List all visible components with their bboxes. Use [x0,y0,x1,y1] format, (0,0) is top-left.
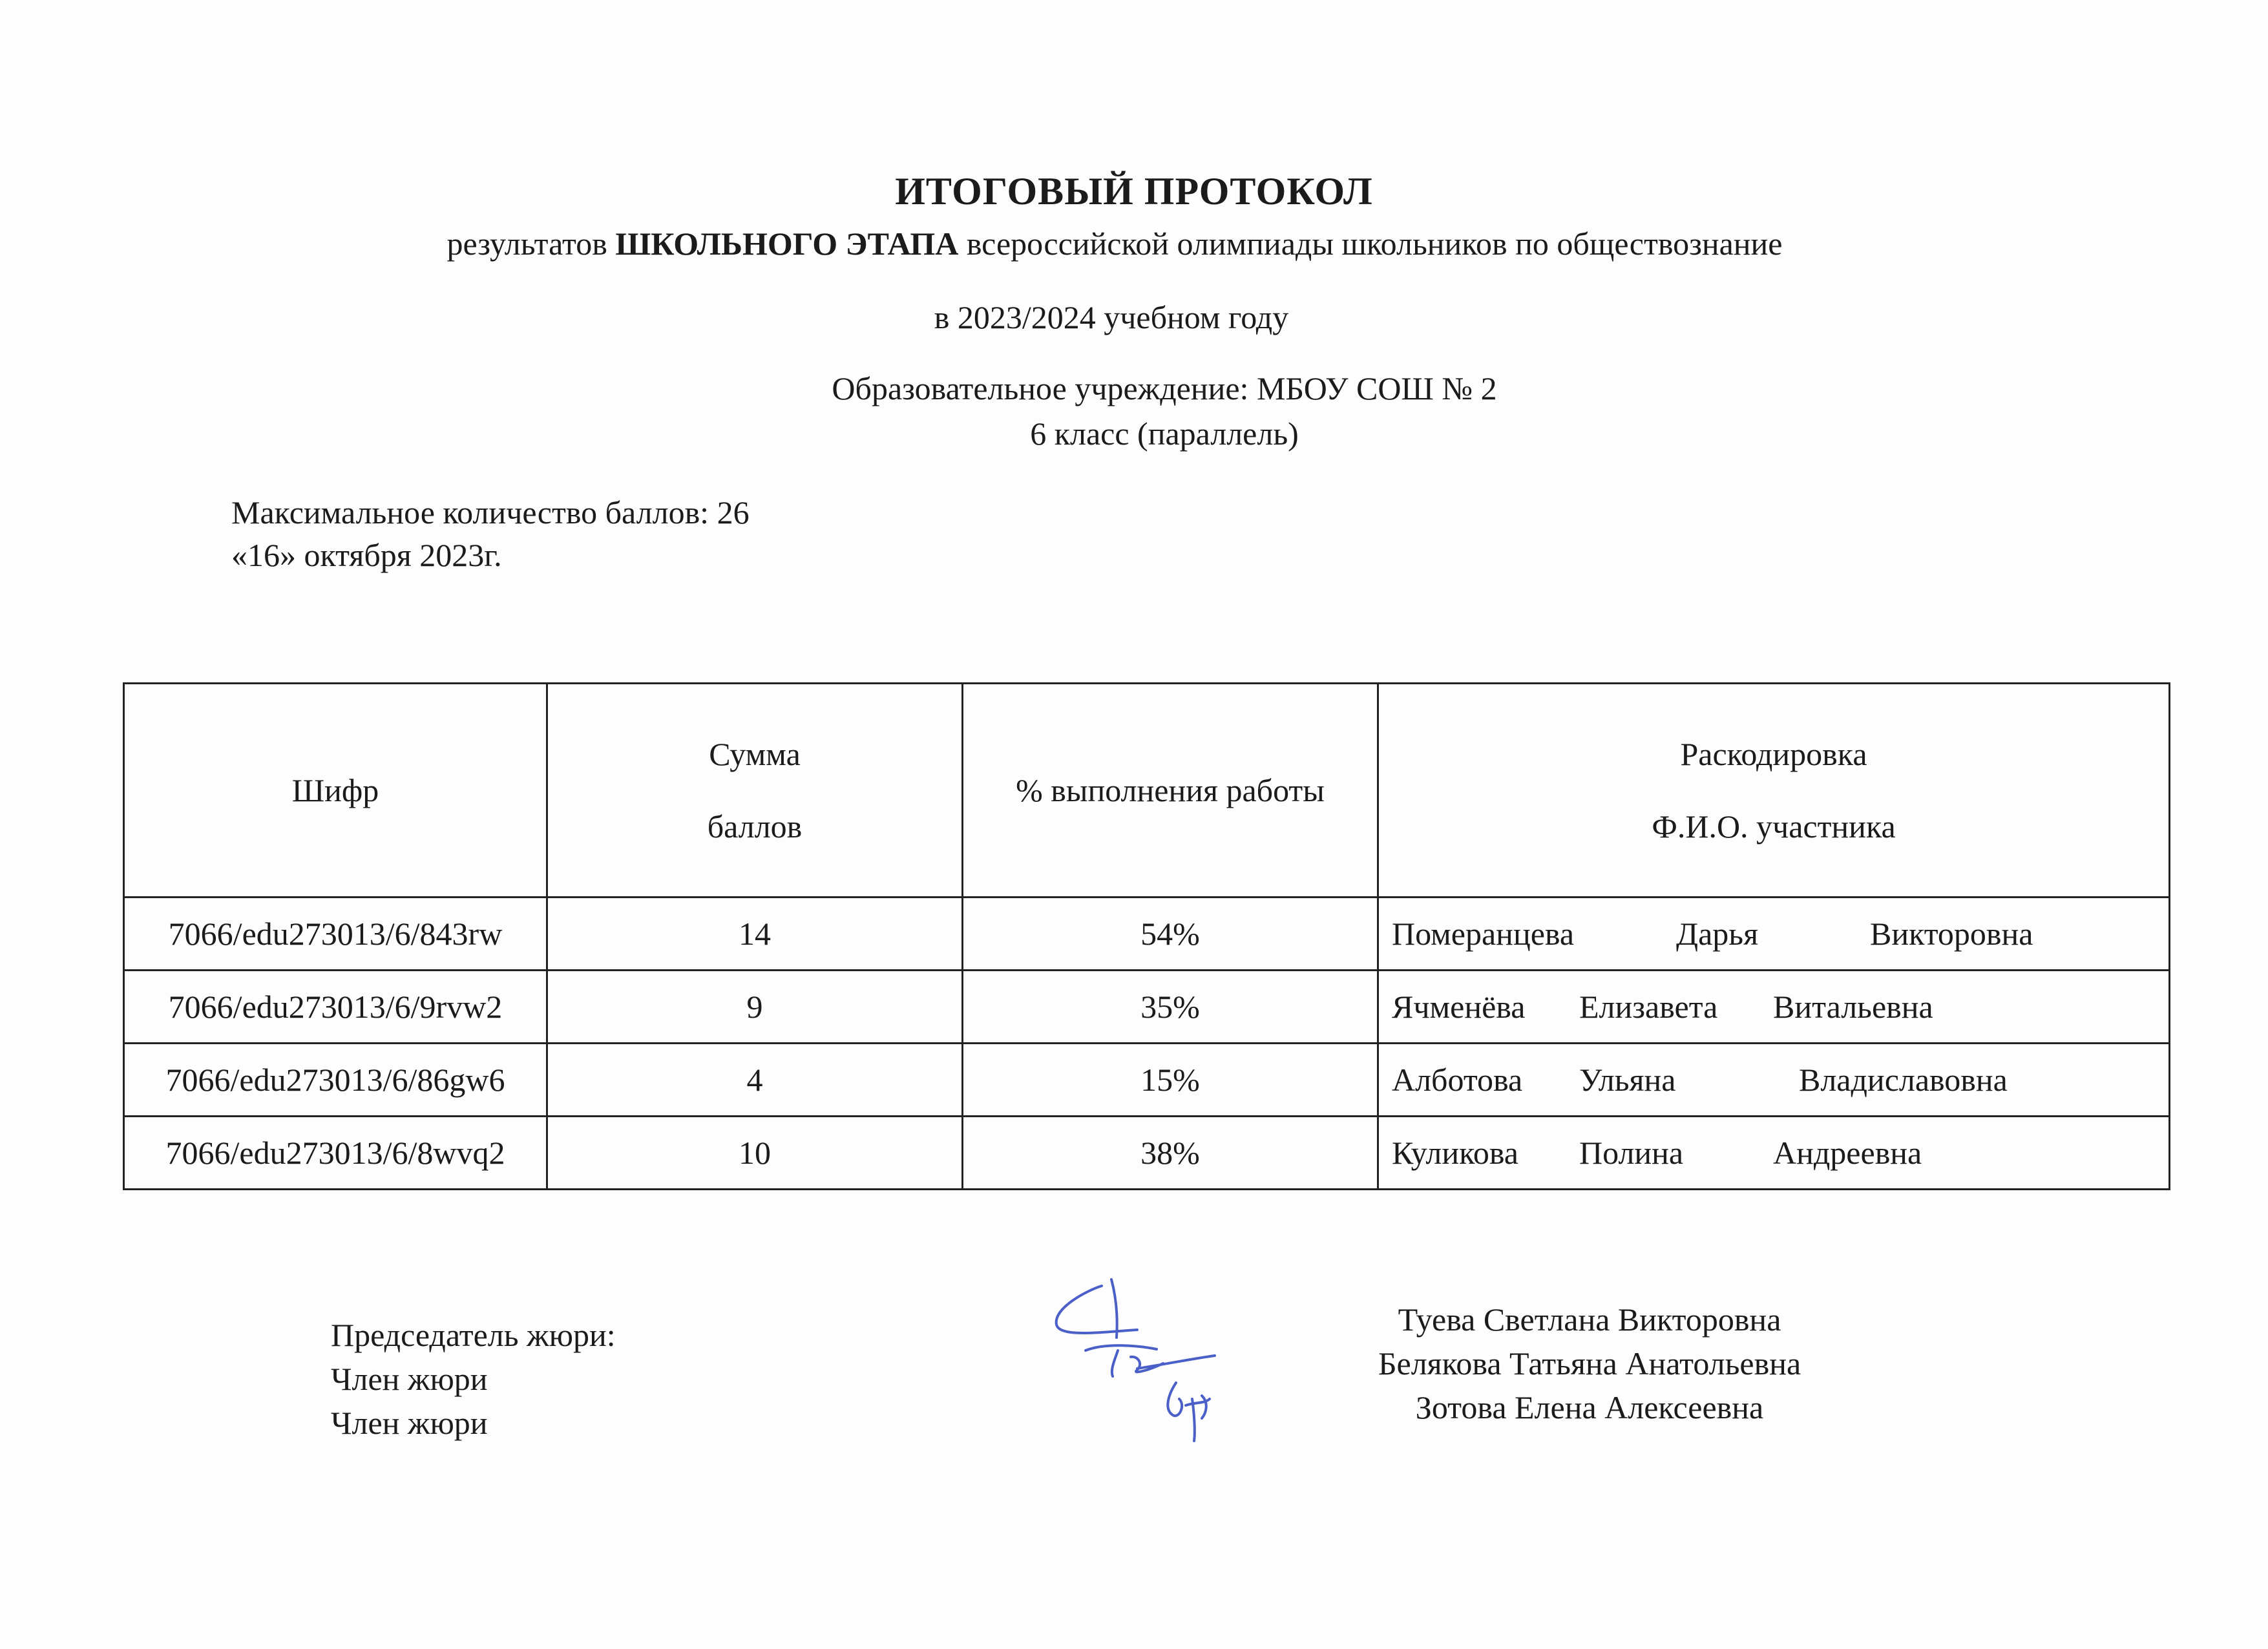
signature-stroke-1 [1056,1279,1137,1338]
cell-participant [1378,971,2170,1044]
cell-score: 14 [547,898,963,971]
cell-code: 7066/edu273013/6/8wvq2 [124,1117,547,1190]
cell-code: 7066/edu273013/6/86gw6 [124,1044,547,1117]
cell-code: 7066/edu273013/6/9rvw2 [124,971,547,1044]
participant-patronymic: Витальевна [1773,989,1933,1025]
table-row [124,898,2170,971]
jury-role-chair: Председатель жюри: [331,1317,616,1353]
school-line: Образовательное учреждение: МБОУ СОШ № 2 [832,370,1497,406]
jury-chair-name: Туева Светлана Викторовна [1398,1301,1781,1338]
academic-year: в 2023/2024 учебном году [934,299,1289,335]
subtitle-stage: ШКОЛЬНОГО ЭТАПА [615,226,959,262]
protocol-date: «16» октября 2023г. [231,537,502,573]
cell-participant [1378,1044,2170,1117]
subtitle-prefix: результатов [446,226,607,262]
cell-percent: 35% [963,971,1378,1044]
participant-patronymic: Викторовна [1870,916,2033,952]
cell-score: 4 [547,1044,963,1117]
cell-percent: 54% [963,898,1378,971]
subtitle-suffix: всероссийской олимпиады школьников по обществознание [966,226,1783,262]
header-sum-line2: баллов [707,808,803,845]
jury-role-member: Член жюри [331,1361,488,1397]
participant-surname: Померанцева [1392,916,1575,952]
jury-roles [331,1313,616,1445]
jury-member-name: Зотова Елена Алексеевна [1415,1389,1764,1425]
cell-participant [1378,898,2170,971]
jury-member-name: Белякова Татьяна Анатольевна [1378,1345,1801,1381]
header-percent: % выполнения работы [963,684,1378,898]
table-row [124,1044,2170,1117]
participant-patronymic: Андреевна [1773,1135,1922,1171]
participant-name: Дарья [1676,916,1759,952]
grade-line: 6 класс (параллель) [1030,415,1299,452]
participant-name: Елизавета [1579,989,1718,1025]
signature-stroke-3 [1168,1383,1210,1441]
participant-name: Ульяна [1579,1062,1676,1098]
cell-score: 9 [547,971,963,1044]
document-title: ИТОГОВЫЙ ПРОТОКОЛ [895,170,1373,213]
cell-code: 7066/edu273013/6/843rw [124,898,547,971]
table-row [124,971,2170,1044]
header-sum [547,684,963,898]
participant-surname: Куликова [1392,1135,1518,1171]
header-code: Шифр [124,684,547,898]
results-table [123,682,2170,1190]
participant-name: Полина [1579,1135,1684,1171]
participant-surname: Ячменёва [1392,989,1526,1025]
jury-names [1331,1297,1848,1429]
header-sum-line1: Сумма [709,736,801,772]
header-decode-line2: Ф.И.О. участника [1652,808,1896,845]
document-subtitle [0,225,2229,262]
cell-percent: 15% [963,1044,1378,1117]
cell-score: 10 [547,1117,963,1190]
max-score: Максимальное количество баллов: 26 [231,494,750,530]
header-decode-line1: Раскодировка [1680,736,1867,772]
participant-patronymic: Владиславовна [1799,1062,2008,1098]
table-row [124,1117,2170,1190]
jury-signatures [1040,1273,1286,1467]
table-header-row [124,684,2170,898]
signature-stroke-2 [1086,1345,1215,1376]
cell-participant [1378,1117,2170,1190]
jury-role-member: Член жюри [331,1405,488,1441]
participant-surname: Алботова [1392,1062,1523,1098]
cell-percent: 38% [963,1117,1378,1190]
header-decode [1378,684,2170,898]
